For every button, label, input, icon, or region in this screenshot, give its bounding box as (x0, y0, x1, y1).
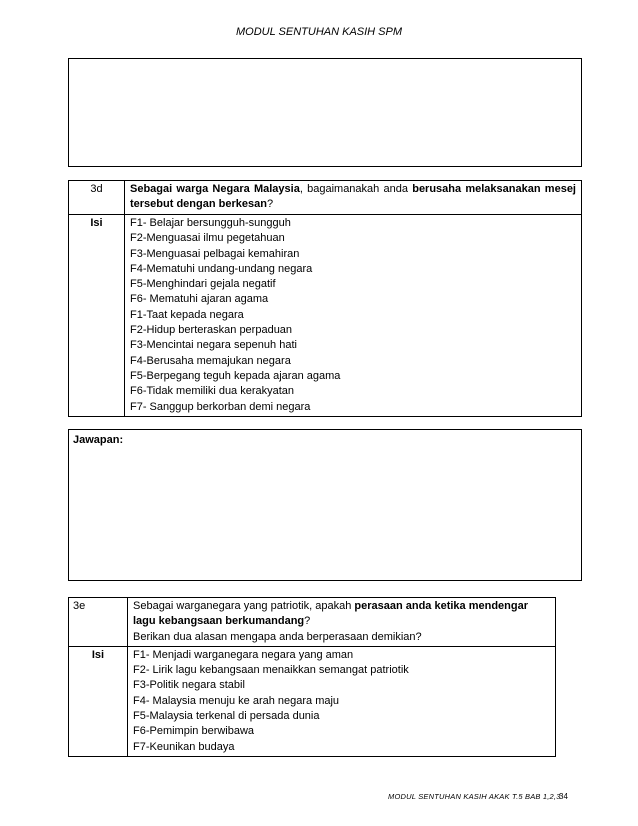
isi-item: F1- Belajar bersungguh-sungguh (130, 217, 291, 229)
question-row (69, 181, 582, 215)
isi-label: Isi (69, 215, 125, 417)
isi-item: F5-Malaysia terkenal di persada dunia (133, 710, 320, 723)
isi-item: F4- Malaysia menuju ke arah negara maju (133, 694, 340, 707)
isi-item: F6- Mematuhi ajaran agama (130, 293, 269, 306)
isi-item: F7-Keunikan budaya (133, 740, 235, 753)
isi-item: F5-Menghindari gejala negatif (130, 278, 276, 291)
isi-list (125, 215, 582, 417)
isi-row (69, 646, 556, 756)
question-3e-table (68, 597, 556, 757)
question-text (125, 181, 582, 215)
question-row (69, 598, 556, 647)
isi-item: F2-Menguasai ilmu pegetahuan (130, 232, 285, 245)
answer-box[interactable] (68, 429, 582, 581)
question-text (128, 598, 556, 647)
isi-item: F7- Sanggup berkorban demi negara (130, 400, 311, 413)
isi-row (69, 215, 582, 417)
isi-item: F3-Politik negara stabil (133, 679, 245, 692)
question-normal-2: ? (266, 198, 274, 211)
question-number: 3d (69, 181, 125, 215)
isi-item: F6-Tidak memiliki dua kerakyatan (130, 385, 295, 398)
page-footer: MODUL SENTUHAN KASIH AKAK T.5 BAB 1,2,3 (388, 792, 561, 801)
question-line-3: Berikan dua alasan mengapa anda berperasaan demikian? (133, 630, 422, 643)
isi-item: F1-Taat kepada negara (130, 308, 244, 321)
question-bold-1: perasaan anda ketika mendengar lagu kebangsaan berkumandang (133, 600, 529, 628)
isi-label: Isi (69, 646, 128, 756)
isi-item: F1- Menjadi warganegara negara yang aman (133, 648, 354, 661)
isi-item: F4-Berusaha memajukan negara (130, 354, 291, 367)
question-3d-table (68, 180, 582, 417)
isi-item: F5-Berpegang teguh kepada ajaran agama (130, 369, 341, 382)
question-normal-1: , bagaimanakah anda (299, 183, 413, 195)
question-bold-2: berusaha melaksanakan mesej tersebut dengan berkesan (130, 183, 576, 211)
isi-item: F3-Mencintai negara sepenuh hati (130, 339, 297, 352)
isi-item: F6-Pemimpin berwibawa (133, 725, 255, 738)
answer-box-top[interactable] (68, 58, 582, 167)
isi-list (128, 646, 556, 756)
page-header: MODUL SENTUHAN KASIH SPM (235, 26, 403, 38)
isi-item: F3-Menguasai pelbagai kemahiran (130, 247, 300, 260)
question-normal-1: Sebagai warganegara yang patriotik, apakah (133, 600, 355, 612)
isi-item: F2-Hidup berteraskan perpaduan (130, 324, 293, 337)
question-bold-1: Sebagai warga Negara Malaysia (130, 183, 300, 195)
isi-item: F2- Lirik lagu kebangsaan menaikkan semangat patriotik (133, 664, 409, 677)
question-number: 3e (69, 598, 128, 647)
question-normal-2: ? (304, 615, 311, 628)
answer-label: Jawapan: (73, 434, 124, 446)
page-number: 34 (559, 792, 568, 801)
isi-item: F4-Mematuhi undang-undang negara (130, 262, 313, 275)
